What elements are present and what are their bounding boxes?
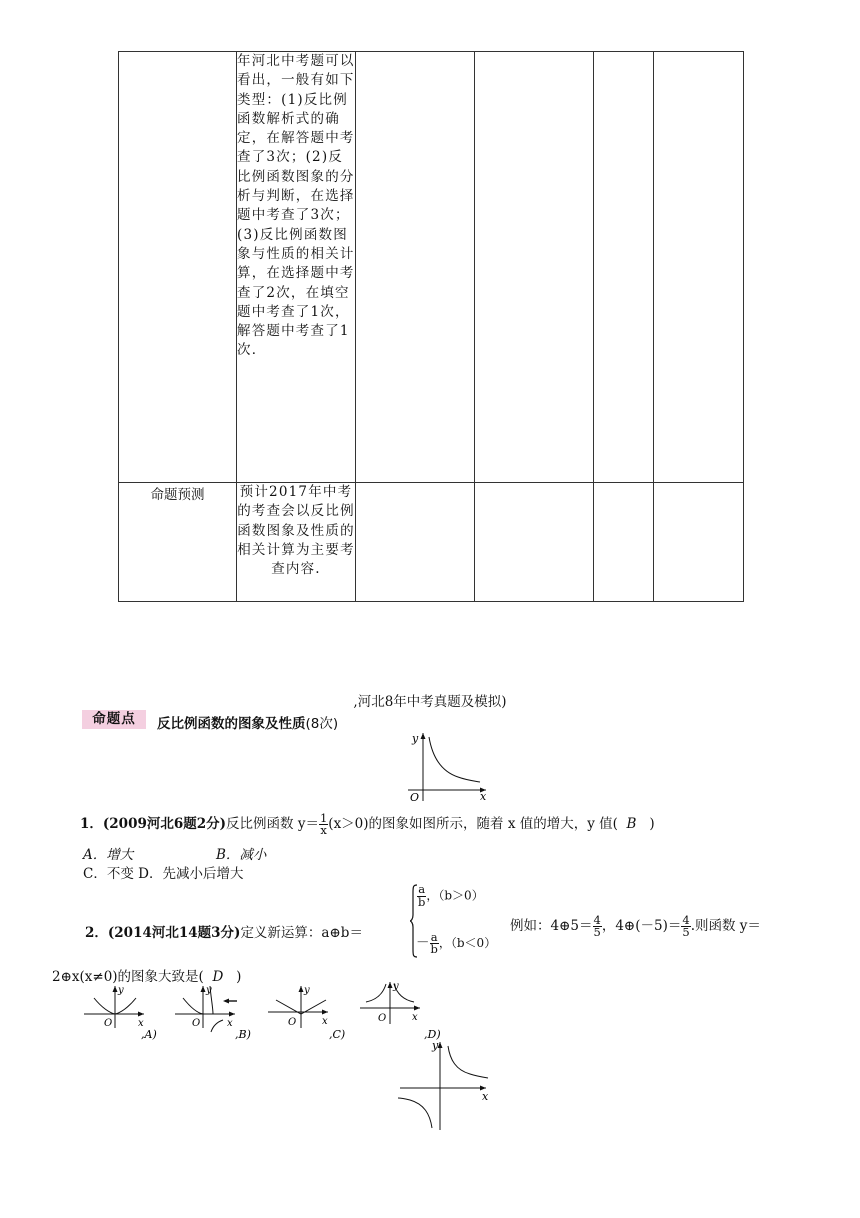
q1-option-d: D．先减小后增大 [138,866,244,882]
table-cell [119,52,237,483]
ex2-num: 4 [682,912,690,927]
ex1-num: 4 [593,912,601,927]
option-b-label: ,B) [235,1028,251,1040]
case1-fraction [417,884,426,908]
y-axis-label: y [432,1039,439,1052]
q1-close: ) [649,816,655,832]
q1-option-c-d [83,862,243,882]
x-axis-label: x [480,790,487,803]
table-cell [356,52,475,483]
q1-number: 1． [80,816,103,832]
x-axis-label: x [322,1016,328,1027]
q2-case-2 [416,931,496,956]
q2-number: 2． [85,925,108,941]
q2-example-1: 例如：4⊕5＝ [510,918,593,934]
section-title: ,河北8年中考真题及模拟) [353,694,507,710]
table-cell [594,483,654,602]
ex1-fraction [593,912,602,939]
case1-cond: ，（b＞0） [426,888,484,903]
q2-example [510,914,761,939]
table-row [119,483,744,602]
prediction-text: 预计2017年中考的考查会以反比例函数图象及性质的相关计算为主要考查内容. [237,483,356,602]
q2-after: .则函数 y＝ [690,918,761,934]
topic-badge: 命题点 [82,710,146,729]
ex1-den: 5 [593,925,601,939]
q1-source: (2009河北6题2分) [102,816,227,832]
exam-analysis-table [118,51,744,602]
ex2-fraction [681,912,690,939]
origin-label: O [288,1017,297,1028]
q1-option-c: C．不变 [83,866,134,882]
exam-summary-text: 年河北中考题可以看出，一般有如下类型：(1)反比例函数解析式的确定，在解答题中考查了3次；(2)反比例函数图象的分析与判断，在选择题中考查了3次；(3)反比例函数图象与性质的相关计算，在选择题中考查了2次，在填空题中考查了1次，解答题中考查了1次． [237,52,356,483]
q2-example-2: ，4⊕(－5)＝ [601,918,682,934]
case2-cond: ，（b＜0） [438,936,497,950]
option-a-label: ,A) [141,1028,157,1040]
origin-label: O [378,1013,387,1024]
option-d-graph [358,978,448,1044]
q1-frac-den: x [320,823,327,837]
q2-line2-text: 2⊕x(x≠0)的图象大致是( [52,969,204,985]
x-axis-label: x [227,1018,233,1029]
q2-answer: D [212,969,224,985]
q2-source: (2014河北14题3分) [107,925,241,941]
y-axis-label: y [304,985,310,996]
q1-frac-num: 1 [319,810,328,825]
option-d-label: ,D) [424,1028,441,1041]
q1-fraction [319,810,328,837]
option-a-graph [82,982,164,1040]
case2-fraction [430,929,439,956]
q2-close: ) [236,969,242,985]
origin-label: O [192,1018,201,1029]
origin-label: O [104,1018,113,1029]
prediction-label: 命题预测 [119,483,237,602]
case2-den: b [430,942,438,956]
q2-number-source [85,921,363,941]
case2-num: a [430,929,438,944]
table-cell [475,483,594,602]
q1-text-before: 反比例函数 y＝ [226,816,319,832]
table-row [119,52,744,483]
x-axis-label: x [138,1018,144,1029]
case1-den: b [418,894,426,909]
y-axis-label: y [412,732,419,745]
answer-graph [396,1038,496,1132]
q1-answer: B [626,816,637,832]
topic-title: 反比例函数的图象及性质 [157,716,306,732]
case1-num: a [418,882,426,896]
q1-option-a: A．增大 [83,847,134,863]
q1-option-b: B．减小 [216,847,267,863]
table-cell [594,52,654,483]
topic-heading [157,712,338,732]
topic-count: (8次) [305,716,339,732]
y-axis-label: y [118,985,124,996]
y-axis-label: y [206,985,212,996]
q1-graph [402,727,494,803]
x-axis-label: x [482,1090,489,1103]
option-c-label: ,C) [329,1028,346,1040]
origin-label: O [410,791,420,803]
x-axis-label: x [412,1012,418,1023]
question-1 [80,812,655,837]
q2-case-1 [417,884,484,908]
y-axis-label: y [393,981,399,992]
table-cell [475,52,594,483]
ex2-den: 5 [682,925,690,939]
table-cell [356,483,475,602]
table-cell [654,52,744,483]
table-cell [654,483,744,602]
q1-text-after: (x＞0)的图象如图所示，随着 x 值的增大，y 值( [328,816,618,832]
q2-text-before: 定义新运算：a⊕b＝ [240,925,363,941]
option-b-graph [173,982,259,1040]
option-c-graph [266,982,352,1040]
case2-sign: － [416,935,430,951]
